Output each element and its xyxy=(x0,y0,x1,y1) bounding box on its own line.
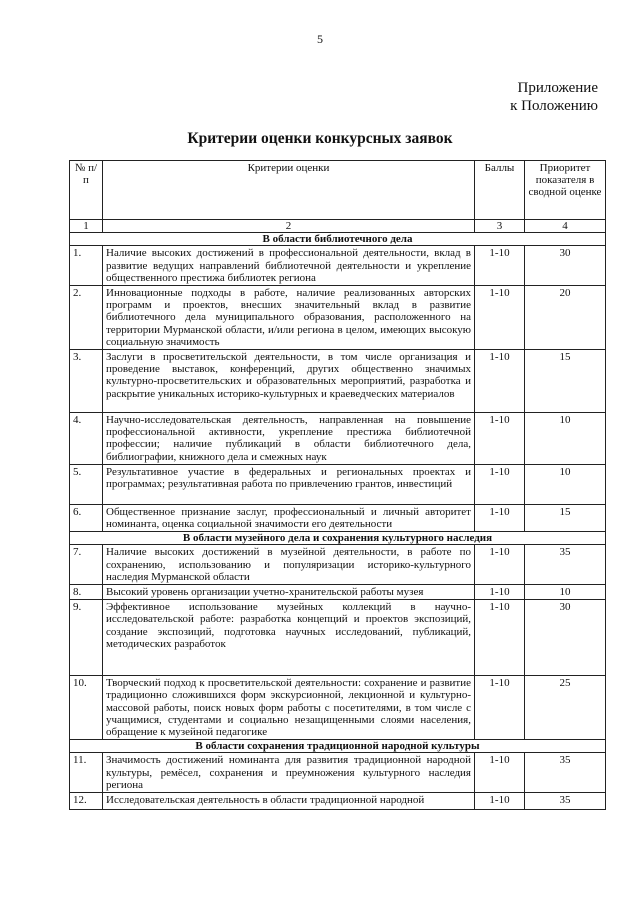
row-criteria: Исследовательская деятельность в области традиционной народной xyxy=(103,793,475,810)
row-priority: 30 xyxy=(525,600,606,676)
table-row xyxy=(70,600,606,676)
row-criteria: Инновационные подходы в работе, наличие реализованных авторских программ и проектов, внесших значительный вклад в развитие библиотечного дела муниципального образования, расположенного на территории Мурманской области, и/или региона в целом, имеющих высокую социальную значимость xyxy=(103,286,475,350)
row-criteria: Общественное признание заслуг, профессиональный и личный авторитет номинанта, оценка социальной значимости его деятельности xyxy=(103,504,475,531)
row-num: 11. xyxy=(70,753,103,793)
table-row xyxy=(70,504,606,531)
row-criteria: Высокий уровень организации учетно-хранительской работы музея xyxy=(103,585,475,600)
header-priority: Приоритет показателя в сводной оценке xyxy=(525,161,606,220)
row-criteria: Результативное участие в федеральных и региональных проектах и программах; результативная работа по привлечению грантов, инвестиций xyxy=(103,464,475,504)
row-num: 2. xyxy=(70,286,103,350)
row-priority: 35 xyxy=(525,545,606,585)
page-number: 5 xyxy=(317,32,323,46)
row-points: 1-10 xyxy=(475,350,525,413)
column-number: 3 xyxy=(475,220,525,233)
row-priority: 15 xyxy=(525,504,606,531)
column-number-row xyxy=(70,220,606,233)
appendix-line-2: к Положению xyxy=(510,98,598,114)
column-number: 4 xyxy=(525,220,606,233)
header-num: № п/п xyxy=(70,161,103,220)
row-points: 1-10 xyxy=(475,413,525,465)
row-num: 7. xyxy=(70,545,103,585)
row-priority: 20 xyxy=(525,286,606,350)
row-num: 4. xyxy=(70,413,103,465)
row-points: 1-10 xyxy=(475,600,525,676)
section-header xyxy=(70,740,606,753)
row-num: 1. xyxy=(70,246,103,286)
section-title-folk-culture: В области сохранения традиционной народной культуры xyxy=(70,740,606,753)
table-row xyxy=(70,350,606,413)
row-criteria: Творческий подход к просветительской деятельности: сохранение и развитие традиционно сложившихся форм экскурсионной, лекционной и культурно-массовой работы, поиск новых форм работы с посетителями, в том числе с учащимися, студентами и социально незащищенными слоями населения, обращение к музейной педагогике xyxy=(103,676,475,740)
header-points: Баллы xyxy=(475,161,525,220)
row-num: 10. xyxy=(70,676,103,740)
row-points: 1-10 xyxy=(475,676,525,740)
table-row xyxy=(70,286,606,350)
row-points: 1-10 xyxy=(475,545,525,585)
section-title-museum: В области музейного дела и сохранения культурного наследия xyxy=(70,532,606,545)
row-priority: 25 xyxy=(525,676,606,740)
criteria-table xyxy=(69,160,606,810)
table-row xyxy=(70,464,606,504)
row-criteria: Эффективное использование музейных коллекций в научно-исследовательской работе: разработка концепций и проектов экспозиций, создание экспозиций, подготовка научных исследований, публикаций, методических разработок xyxy=(103,600,475,676)
row-priority: 35 xyxy=(525,753,606,793)
table-row xyxy=(70,676,606,740)
row-num: 3. xyxy=(70,350,103,413)
row-priority: 30 xyxy=(525,246,606,286)
column-number: 2 xyxy=(103,220,475,233)
row-criteria: Наличие высоких достижений в профессиональной деятельности, вклад в развитие ведущих направлений библиотечной деятельности и укрепление общественного престижа библиотек региона xyxy=(103,246,475,286)
section-title-library: В области библиотечного дела xyxy=(70,233,606,246)
document-title: Критерии оценки конкурсных заявок xyxy=(187,130,453,147)
section-header xyxy=(70,233,606,246)
row-points: 1-10 xyxy=(475,286,525,350)
row-priority: 10 xyxy=(525,413,606,465)
section-header xyxy=(70,532,606,545)
table-row xyxy=(70,753,606,793)
row-priority: 35 xyxy=(525,793,606,810)
column-number: 1 xyxy=(70,220,103,233)
row-points: 1-10 xyxy=(475,504,525,531)
row-points: 1-10 xyxy=(475,246,525,286)
row-points: 1-10 xyxy=(475,753,525,793)
row-criteria: Наличие высоких достижений в музейной деятельности, в работе по сохранению, использованию и популяризации историко-культурного наследия Мурманской области xyxy=(103,545,475,585)
row-criteria: Научно-исследовательская деятельность, направленная на повышение профессиональной активности, укрепление престижа библиотечной профессии; наличие публикаций в области библиотечного дела, библиографии, книжного дела и смежных наук xyxy=(103,413,475,465)
table-row xyxy=(70,545,606,585)
row-points: 1-10 xyxy=(475,793,525,810)
row-num: 6. xyxy=(70,504,103,531)
table-header-row xyxy=(70,161,606,220)
table-row xyxy=(70,246,606,286)
row-num: 12. xyxy=(70,793,103,810)
row-num: 9. xyxy=(70,600,103,676)
appendix-label xyxy=(510,79,598,115)
row-priority: 10 xyxy=(525,585,606,600)
row-criteria: Заслуги в просветительской деятельности, в том числе организация и проведение выставок, конференций, других общественно значимых культурно-просветительских и образовательных мероприятий, разработка и раскрытие уникальных историко-культурных и краеведческих материалов xyxy=(103,350,475,413)
row-priority: 10 xyxy=(525,464,606,504)
header-criteria: Критерии оценки xyxy=(103,161,475,220)
row-num: 8. xyxy=(70,585,103,600)
row-criteria: Значимость достижений номинанта для развития традиционной народной культуры, ремёсел, сохранения и преумножения культурного наследия региона xyxy=(103,753,475,793)
row-priority: 15 xyxy=(525,350,606,413)
row-points: 1-10 xyxy=(475,464,525,504)
table-row xyxy=(70,413,606,465)
row-num: 5. xyxy=(70,464,103,504)
table-row xyxy=(70,793,606,810)
row-points: 1-10 xyxy=(475,585,525,600)
table-row xyxy=(70,585,606,600)
appendix-line-1: Приложение xyxy=(517,80,598,96)
